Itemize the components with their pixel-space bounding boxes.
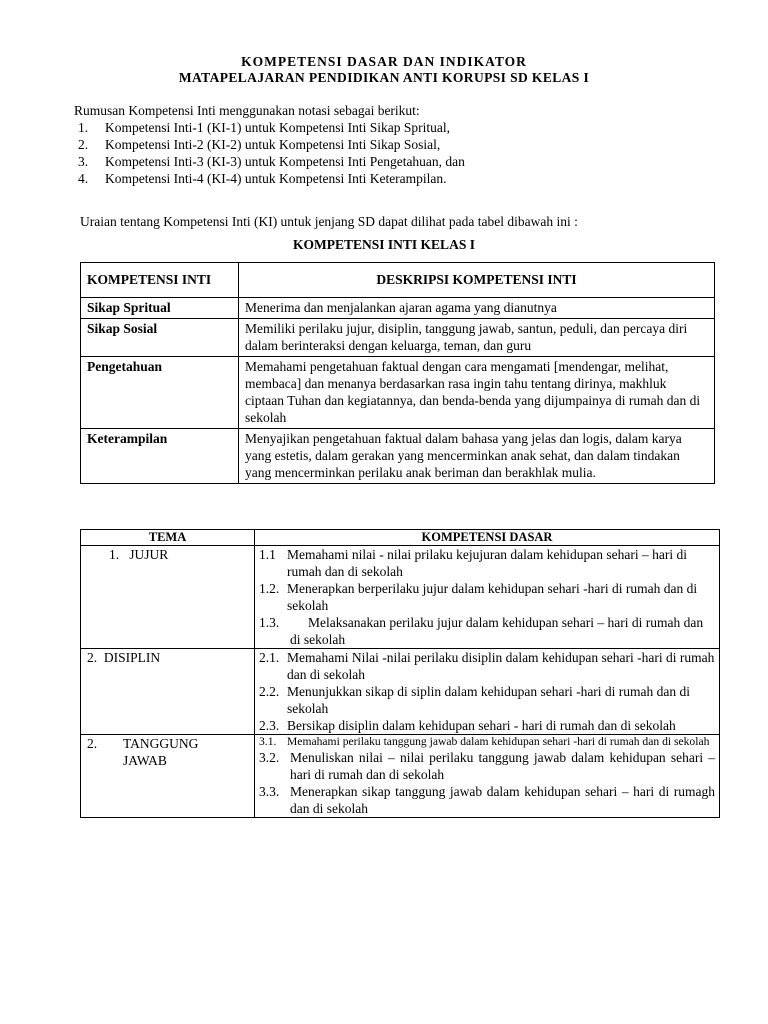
list-item bbox=[78, 170, 465, 187]
tema-number: 2. bbox=[87, 736, 98, 751]
table-row bbox=[81, 298, 715, 319]
ki-cell: Keterampilan bbox=[81, 429, 239, 484]
kd-text: Memahami Nilai -nilai perilaku disiplin dalam kehidupan sehari -hari di rumah dan di sekolah bbox=[287, 650, 715, 682]
kd-item bbox=[259, 580, 715, 614]
kd-text: Menerapkan sikap tanggung jawab dalam kehidupan sehari – hari di rumagh dan di sekolah bbox=[290, 784, 715, 816]
ki-table-heading: KOMPETENSI INTI KELAS I bbox=[293, 237, 475, 252]
list-number: 4. bbox=[78, 171, 89, 186]
list-text: Kompetensi Inti-1 (KI-1) untuk Kompetensi Inti Sikap Spritual, bbox=[105, 120, 450, 135]
kompetensi-dasar-table bbox=[80, 529, 720, 818]
kd-number: 3.1. bbox=[259, 735, 277, 748]
table-header-row bbox=[81, 530, 720, 546]
table-row bbox=[81, 357, 715, 429]
kd-number: 3.2. bbox=[259, 750, 280, 765]
list-number: 1. bbox=[78, 120, 89, 135]
document-title: KOMPETENSI DASAR DAN INDIKATOR bbox=[241, 54, 527, 69]
kd-item bbox=[259, 717, 715, 734]
list-item bbox=[78, 153, 465, 170]
tema-label: JUJUR bbox=[129, 547, 169, 562]
tema-label: DISIPLIN bbox=[103, 650, 161, 665]
tema-cell bbox=[81, 546, 255, 649]
table-row bbox=[81, 429, 715, 484]
kd-cell bbox=[255, 735, 720, 818]
kd-text: Memahami nilai - nilai prilaku kejujuran dalam kehidupan sehari – hari di rumah dan di sekolah bbox=[287, 547, 688, 579]
kd-item bbox=[259, 649, 715, 683]
kd-item bbox=[259, 614, 715, 648]
kd-text: Bersikap disiplin dalam kehidupan sehari - hari di rumah dan di sekolah bbox=[287, 718, 676, 733]
ki-cell: Sikap Spritual bbox=[81, 298, 239, 319]
document-subtitle: MATAPELAJARAN PENDIDIKAN ANTI KORUPSI SD KELAS I bbox=[178, 70, 590, 85]
intro-text: Rumusan Kompetensi Inti menggunakan notasi sebagai berikut: bbox=[74, 103, 420, 118]
table-row bbox=[81, 649, 720, 735]
kd-number: 2.1. bbox=[259, 650, 280, 665]
list-number: 3. bbox=[78, 154, 89, 169]
tema-number: 1. bbox=[109, 547, 120, 562]
table-row bbox=[81, 546, 720, 649]
list-text: Kompetensi Inti-3 (KI-3) untuk Kompetensi Inti Pengetahuan, dan bbox=[105, 154, 465, 169]
list-text: Kompetensi Inti-2 (KI-2) untuk Kompetensi Inti Sikap Sosial, bbox=[105, 137, 441, 152]
kd-cell bbox=[255, 649, 720, 735]
uraian-text: Uraian tentang Kompetensi Inti (KI) untuk jenjang SD dapat dilihat pada tabel dibawah ini : bbox=[80, 214, 578, 229]
table-row bbox=[81, 735, 720, 818]
kompetensi-inti-table bbox=[80, 262, 715, 484]
desc-cell: Memahami pengetahuan faktual dengan cara mengamati [mendengar, melihat, membaca] dan menanya berdasarkan rasa ingin tahu tentang dirinya, makhluk ciptaan Tuhan dan kegiatannya, dan benda-benda yang dijumpainya di rumah dan di sekolah bbox=[239, 357, 715, 429]
kd-text: Menunjukkan sikap di siplin dalam kehidupan sehari -hari di rumah dan di sekolah bbox=[287, 684, 691, 716]
kd-number: 1.2. bbox=[259, 581, 280, 596]
column-header-deskripsi: DESKRIPSI KOMPETENSI INTI bbox=[239, 263, 715, 298]
list-text: Kompetensi Inti-4 (KI-4) untuk Kompetensi Inti Keterampilan. bbox=[105, 171, 447, 186]
kd-text: Memahami perilaku tanggung jawab dalam kehidupan sehari -hari di rumah dan di sekolah bbox=[287, 735, 710, 748]
tema-cell bbox=[81, 649, 255, 735]
kd-text: Menerapkan berperilaku jujur dalam kehidupan sehari -hari di rumah dan di sekolah bbox=[287, 581, 698, 613]
kd-item bbox=[259, 735, 715, 749]
column-header-tema: TEMA bbox=[81, 530, 255, 546]
kd-number: 1.3. bbox=[259, 615, 280, 630]
list-item bbox=[78, 136, 465, 153]
kd-item bbox=[259, 783, 715, 817]
tema-number: 2. bbox=[87, 650, 98, 665]
list-item bbox=[78, 119, 465, 136]
desc-cell: Memiliki perilaku jujur, disiplin, tanggung jawab, santun, peduli, dan percaya diri dalam berinteraksi dengan keluarga, teman, dan guru bbox=[239, 319, 715, 357]
tema-label: TANGGUNG JAWAB bbox=[123, 736, 199, 768]
tema-cell bbox=[81, 735, 255, 818]
table-row bbox=[81, 319, 715, 357]
kd-number: 2.3. bbox=[259, 718, 280, 733]
kd-item bbox=[259, 546, 715, 580]
kd-item bbox=[259, 749, 715, 783]
kd-number: 3.3. bbox=[259, 784, 280, 799]
list-number: 2. bbox=[78, 137, 89, 152]
column-header-kd: KOMPETENSI DASAR bbox=[255, 530, 720, 546]
ki-cell: Pengetahuan bbox=[81, 357, 239, 429]
kd-number: 2.2. bbox=[259, 684, 280, 699]
column-header-ki: KOMPETENSI INTI bbox=[81, 263, 239, 298]
kd-text: Menuliskan nilai – nilai perilaku tanggung jawab dalam kehidupan sehari – hari di rumah dan di sekolah bbox=[290, 750, 715, 782]
notasi-list bbox=[78, 119, 465, 187]
desc-cell: Menerima dan menjalankan ajaran agama yang dianutnya bbox=[239, 298, 715, 319]
ki-cell: Sikap Sosial bbox=[81, 319, 239, 357]
desc-cell: Menyajikan pengetahuan faktual dalam bahasa yang jelas dan logis, dalam karya yang estetis, dalam gerakan yang mencerminkan anak sehat, dan dalam tindakan yang mencerminkan perilaku anak beriman dan berakhlak mulia. bbox=[239, 429, 715, 484]
table-header-row bbox=[81, 263, 715, 298]
kd-item bbox=[259, 683, 715, 717]
kd-text: Melaksanakan perilaku jujur dalam kehidupan sehari – hari di rumah dan di sekolah bbox=[290, 615, 704, 647]
kd-cell bbox=[255, 546, 720, 649]
kd-number: 1.1 bbox=[259, 547, 276, 562]
